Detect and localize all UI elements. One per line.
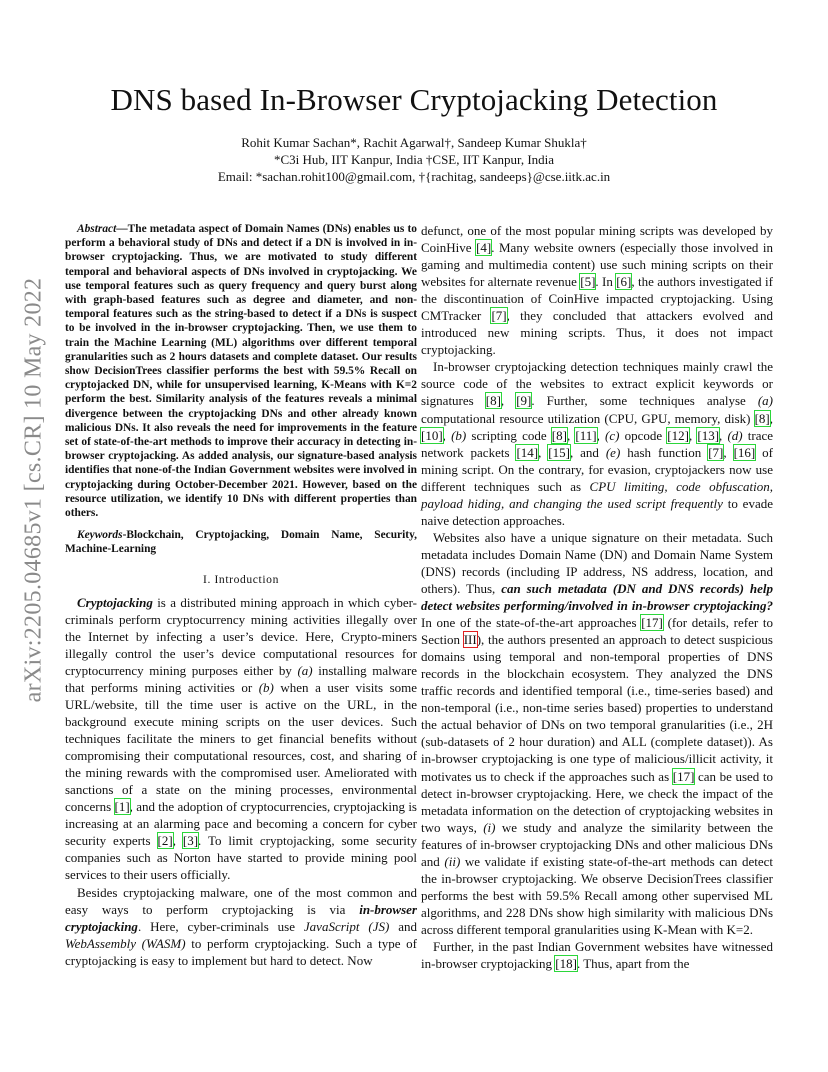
arxiv-stamp [14,277,54,703]
citation-link[interactable]: [7] [708,444,724,460]
citation-link[interactable]: [3] [182,833,199,849]
section-heading [65,571,417,588]
left-column [65,222,417,969]
citation-link[interactable]: [8] [754,410,770,426]
author-names: Rohit Kumar Sachan*, Rachit Agarwal†, Sandeep Kumar Shukla† [241,135,587,150]
intro-paragraph-5: Further, in the past Indian Government websites have witnessed in-browser cryptojacking [18]. Thus, apart from the [421,938,773,972]
section-number: I. [203,572,211,586]
citation-link[interactable]: [16] [733,444,756,460]
citation-link[interactable]: [12] [667,427,689,443]
citation-link[interactable]: [8] [551,427,567,443]
citation-link[interactable]: [5] [580,274,596,290]
intro-paragraph-2-cont: defunct, one of the most popular mining scripts was developed by CoinHive [4]. Many website owners (especially those involved in gaming and multimedia content) use such mining scripts on their websites for alternate revenue [5]. In [6], the authors investigated if the discontinuation of CoinHive impacted cryptojacking. Using CMTracker [7], they concluded that attackers evolved and introduced new mining scripts. Thus, it does not impact cryptojacking. [421,223,773,358]
section-title: Introduction [214,572,279,586]
citation-link[interactable]: [17] [641,615,663,631]
citation-link[interactable]: [13] [697,427,720,443]
citation-link[interactable]: [17] [672,768,695,784]
keywords [65,528,417,556]
abstract [65,222,417,520]
citation-link[interactable]: [1] [114,799,130,815]
intro-paragraph-2: Besides cryptojacking malware, one of the most common and easy ways to perform cryptojacking is via in-browser cryptojacking. Here, cyber-criminals use JavaScript (JS) and WebAssembly (WASM) to perform cryptojacking. Such a type of cryptojacking is easy to implement but hard to detect. Now [65,884,418,968]
intro-paragraph-1: Cryptojacking is a distributed mining approach in which cyber-criminals perform cryptocurrency mining activities illegally over the Internet by infecting a user’s device. Here, Crypto-miners illegally control the user’s device computational resources for cryptocurrency mining purposes either by (a) installing malware that performs mining activities or (b) when a user visits some URL/website, till the time user is active on the URL, in the background execute mining scripts on the user devices. Such techniques facilitate the miners to get financial benefits without compromising their computational resources, cost, and sharing of the mining rewards with the compromised user. Ameliorated with sanctions of a state on the mining processes, environmental concerns [1], and the adoption of cryptocurrencies, cryptojacking is increasing at an alarming pace and becoming a concern for cyber security experts [2], [3]. To limit cryptojacking, some security companies such as Norton have started to provide mining pool services to their users officially. [65,594,418,883]
intro-paragraph-4: Websites also have a unique signature on their metadata. Such metadata includes Domain Name (DN) and Domain Name System (DNS) records (including IP address, NS address, location, and others). Thus, can such metadata (DN and DNS records) help detect websites performing/involved in in-browser cryptojacking? In one of the state-of-the-art approaches [17] (for details, refer to Section III), the authors presented an approach to detect suspicious domains using temporal and non-temporal properties of DNS records in the blockchain ecosystem. They analyzed the DNS traffic records and identified temporal (i.e., time-series based) and non-temporal (i.e., non-time series based) properties to understand the actual behavior of DNs on two temporal granularities (i.e., 2H (sub-datasets of 2 hour duration) and ALL (complete dataset)). As in-browser cryptojacking is one type of malicious/illicit activity, it motivates us to check if the approaches such as [17] can be used to detect in-browser cryptojacking. Here, we check the impact of the metadata information on the detection of cryptojacking websites in two ways, (i) we study and analyze the similarity between the features of in-browser cryptojacking DNs and other malicious DNs and (ii) we validate if existing state-of-the-art methods can detect the in-browser cryptojacking. We observe DecisionTrees classifier performs the best with 59.5% Recall among other supervised ML algorithms, and 228 DNs show high similarity with malicious DNs across different temporal granularities using K-Mean with K=2. [421,529,774,937]
keywords-label: Keywords [77,529,123,542]
citation-link[interactable]: [10] [421,427,443,443]
arxiv-id: arXiv:2205.04685v1 [cs.CR] 10 May 2022 [20,277,47,703]
term-cryptojacking: Cryptojacking [77,594,153,610]
intro-paragraph-3: In-browser cryptojacking detection techniques mainly crawl the source code of the websites to extract explicit keywords or signatures [8], [9]. Further, some techniques analyse (a) computational resource utilization (CPU, GPU, memory, disk) [8], [10], (b) scripting code [8], [11], (c) opcode [12], [13], (d) trace network packets [14], [15], and (e) hash function [7], [16] of mining script. On the contrary, for evasion, cryptojackers now use different techniques such as CPU limiting, code obfuscation, payload hiding, and changing the used script frequently to evade naive detection approaches. [421,359,774,528]
section-link[interactable]: III [463,632,477,648]
citation-link[interactable]: [4] [476,240,492,256]
citation-link[interactable]: [15] [548,444,570,460]
citation-link[interactable]: [8] [485,393,501,409]
abstract-text: —The metadata aspect of Domain Names (DNs) enables us to perform a behavioral study of DNs and detect if a DN is involved in in-browser cryptojacking. Thus, we are motivated to study different temporal and behavioral aspects of DNs involved in cryptojacking. We use temporal features such as query frequency and query burst along with graph-based features such as degree and diameter, and non-temporal features such as the string-based to detect if a DNs is suspect to be involved in the in-browser cryptojacking. Then, we use them to train the Machine Learning (ML) algorithms over different temporal granularities such as 2 hours datasets and complete dataset. Our results show DecisionTrees classifier performs the best with 59.5% Recall on cryptojacked DN, while for unsupervised learning, K-Means with K=2 perform the best. Similarity analysis of the features reveals a minimal divergence between the cryptojacking DNs and other already known malicious DNs. It also reveals the need for improvements in the feature set of state-of-the-art methods to improve their accuracy in detecting in-browser cryptojacking. As added analysis, our signature-based analysis identifies that none-of-the Indian Government websites were involved in cryptojacking during October-December 2021. However, based on the resource utilization, we identify 10 DNs with different properties than others. [65,223,417,520]
citation-link[interactable]: [14] [516,444,539,460]
right-column [421,222,773,972]
citation-link[interactable]: [7] [491,308,507,324]
citation-link[interactable]: [11] [575,427,597,443]
abstract-label: Abstract [77,223,117,235]
citation-link[interactable]: [18] [555,956,577,972]
keywords-text: -Blockchain, Cryptojacking, Domain Name, Security, Machine-Learning [65,529,417,556]
citation-link[interactable]: [9] [516,393,532,409]
citation-link[interactable]: [6] [616,274,632,290]
author-affiliations: *C3i Hub, IIT Kanpur, India †CSE, IIT Kanpur, India [273,152,555,167]
paper-title: DNS based In-Browser Cryptojacking Detection [110,82,718,117]
author-block [0,134,828,185]
citation-link[interactable]: [2] [157,833,173,849]
author-emails: Email: *sachan.rohit100@gmail.com, †{rachitag, sandeeps}@cse.iitk.ac.in [217,169,611,184]
